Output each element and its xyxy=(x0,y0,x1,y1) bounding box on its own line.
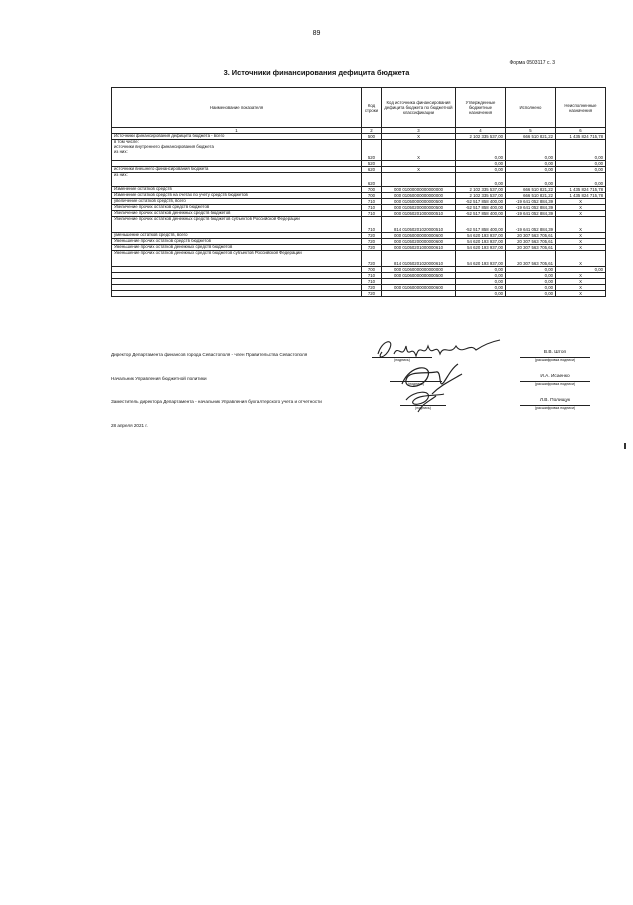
row-executed: -19 641 052 884,39 xyxy=(506,205,556,211)
name-caption: (расшифровка подписи) xyxy=(534,406,576,410)
col-number: 4 xyxy=(456,128,506,134)
col-number: 5 xyxy=(506,128,556,134)
row-line-code: 710 xyxy=(362,205,382,211)
col-header-executed: Исполнено xyxy=(506,88,556,128)
table-header-row xyxy=(112,88,606,128)
row-unexecuted: X xyxy=(556,251,606,267)
signatory-position-accounting: Заместитель директора Департамента - начальник Управления бухгалтерского учета и отчетности xyxy=(111,399,322,404)
row-line-code: 710 xyxy=(362,217,382,233)
row-approved: -52 517 858 400,00 xyxy=(456,211,506,217)
row-line-code: 700 xyxy=(362,193,382,199)
table-row xyxy=(112,173,606,187)
row-source-code: 000 01060000000000000 xyxy=(382,267,456,273)
row-source-code: X xyxy=(382,134,456,140)
row-line-code: 620 xyxy=(362,167,382,173)
table-row xyxy=(112,251,606,267)
row-executed: 20 307 563 705,61 xyxy=(506,239,556,245)
table-body xyxy=(112,134,606,297)
row-unexecuted: 0,00 xyxy=(556,161,606,167)
row-unexecuted: 0,00 xyxy=(556,167,606,173)
row-unexecuted: X xyxy=(556,217,606,233)
row-name: в том числе: источники внутреннего финансирования бюджета из них: xyxy=(112,140,362,161)
table-row xyxy=(112,217,606,233)
row-approved: -52 517 858 400,00 xyxy=(456,199,506,205)
row-executed: 0,00 xyxy=(506,267,556,273)
row-unexecuted: X xyxy=(556,291,606,297)
row-executed: -19 641 052 884,39 xyxy=(506,199,556,205)
row-name: Увеличение прочих остатков денежных средств бюджетов субъектов Российской Федерации xyxy=(112,217,362,233)
row-unexecuted: 1 435 824 715,78 xyxy=(556,193,606,199)
row-name: Уменьшение прочих остатков денежных средств бюджетов xyxy=(112,245,362,251)
col-header-source-code: Код источника финансирования дефицита бюджета по бюджетной классификации xyxy=(382,88,456,128)
row-source-code: 000 01050200000000600 xyxy=(382,239,456,245)
row-name: увеличение остатков средств, всего xyxy=(112,199,362,205)
row-unexecuted: X xyxy=(556,199,606,205)
row-name xyxy=(112,291,362,297)
row-approved: 54 620 193 937,00 xyxy=(456,239,506,245)
signature-caption: (подпись) xyxy=(415,406,431,410)
row-executed: 0,00 xyxy=(506,273,556,279)
row-executed: -19 641 052 884,39 xyxy=(506,211,556,217)
row-approved: -52 517 858 400,00 xyxy=(456,205,506,211)
col-header-unexecuted: Неисполненные назначения xyxy=(556,88,606,128)
row-executed: 0,00 xyxy=(506,140,556,161)
row-approved: 0,00 xyxy=(456,173,506,187)
row-line-code: 710 xyxy=(362,273,382,279)
col-number: 1 xyxy=(112,128,362,134)
row-name: Уменьшение прочих остатков средств бюджетов xyxy=(112,239,362,245)
row-executed: -19 641 052 884,39 xyxy=(506,217,556,233)
row-name: уменьшение остатков средств, всего xyxy=(112,233,362,239)
row-line-code: 710 xyxy=(362,211,382,217)
signatory-name-director: В.В. Штоп xyxy=(543,350,567,355)
row-source-code: X xyxy=(382,140,456,161)
row-line-code: 720 xyxy=(362,285,382,291)
form-code: Форма 0503117 с. 3 xyxy=(509,60,555,66)
name-caption: (расшифровка подписи) xyxy=(534,358,576,362)
row-unexecuted: 0,00 xyxy=(556,173,606,187)
row-source-code: 000 01050000000000600 xyxy=(382,233,456,239)
signatory-position-director: Директор Департамента финансов города Севастополя - член Правительства Севастополя xyxy=(111,352,308,357)
row-unexecuted: X xyxy=(556,245,606,251)
row-approved: -52 517 858 400,00 xyxy=(456,217,506,233)
row-approved: 0,00 xyxy=(456,161,506,167)
row-line-code: 500 xyxy=(362,134,382,140)
row-executed: 0,00 xyxy=(506,291,556,297)
col-header-approved: Утвержденные бюджетные назначения xyxy=(456,88,506,128)
row-unexecuted: 1 435 824 715,78 xyxy=(556,187,606,193)
page-number: 89 xyxy=(312,30,321,37)
row-approved: 0,00 xyxy=(456,279,506,285)
row-executed: 666 510 821,22 xyxy=(506,134,556,140)
name-caption: (расшифровка подписи) xyxy=(534,382,576,386)
row-name: источники внешнего финансирования бюджета xyxy=(112,167,362,173)
row-source-code: 000 01050201000000510 xyxy=(382,211,456,217)
row-unexecuted: X xyxy=(556,205,606,211)
row-source-code: 000 01050200000000500 xyxy=(382,205,456,211)
row-approved: 0,00 xyxy=(456,140,506,161)
row-executed: 20 307 563 705,61 xyxy=(506,245,556,251)
row-unexecuted: X xyxy=(556,279,606,285)
col-number: 6 xyxy=(556,128,606,134)
row-source-code: X xyxy=(382,167,456,173)
signature-caption: (подпись) xyxy=(408,382,424,386)
row-line-code: 520 xyxy=(362,140,382,161)
row-line-code: 710 xyxy=(362,199,382,205)
row-source-code: 000 01060000000000600 xyxy=(382,285,456,291)
row-unexecuted: 0,00 xyxy=(556,267,606,273)
row-approved: 2 102 335 537,00 xyxy=(456,187,506,193)
row-name: Увеличение прочих остатков денежных средств бюджетов xyxy=(112,211,362,217)
table-row xyxy=(112,291,606,297)
row-approved: 0,00 xyxy=(456,285,506,291)
row-source-code: 000 01050000000000500 xyxy=(382,199,456,205)
row-unexecuted: X xyxy=(556,273,606,279)
section-title: 3. Источники финансирования дефицита бюджета xyxy=(223,68,410,77)
row-source-code: 814 01050201020000610 xyxy=(382,251,456,267)
row-source-code: 000 01050201000000610 xyxy=(382,245,456,251)
row-line-code: 700 xyxy=(362,267,382,273)
row-executed: 666 510 821,22 xyxy=(506,187,556,193)
row-line-code: 720 xyxy=(362,233,382,239)
row-source-code: 000 01000000000000000 xyxy=(382,187,456,193)
row-source-code: 814 01050201020000510 xyxy=(382,217,456,233)
signatory-name-budget-policy: И.А. Исаенко xyxy=(540,374,570,379)
row-line-code: 700 xyxy=(362,187,382,193)
row-unexecuted: X xyxy=(556,211,606,217)
row-executed: 20 307 563 705,61 xyxy=(506,233,556,239)
row-approved: 0,00 xyxy=(456,273,506,279)
row-approved: 0,00 xyxy=(456,267,506,273)
row-executed: 20 307 563 705,61 xyxy=(506,251,556,267)
row-unexecuted: X xyxy=(556,239,606,245)
row-source-code xyxy=(382,291,456,297)
row-line-code: 720 xyxy=(362,251,382,267)
row-source-code: 000 01060000000000500 xyxy=(382,273,456,279)
row-unexecuted: 0,00 xyxy=(556,140,606,161)
row-approved: 2 102 335 537,00 xyxy=(456,193,506,199)
row-line-code: 720 xyxy=(362,239,382,245)
row-source-code: 000 01050000000000000 xyxy=(382,193,456,199)
row-name: из них: xyxy=(112,173,362,187)
row-executed: 0,00 xyxy=(506,285,556,291)
row-executed: 0,00 xyxy=(506,173,556,187)
signatory-position-budget-policy: Начальник Управления бюджетной политики xyxy=(111,376,207,381)
row-line-code: 710 xyxy=(362,279,382,285)
financing-sources-table xyxy=(111,87,606,297)
row-approved: 54 620 193 937,00 xyxy=(456,245,506,251)
row-approved: 54 620 193 937,00 xyxy=(456,251,506,267)
row-name: Изменение остатков средств xyxy=(112,187,362,193)
row-name: Источники финансирования дефицита бюджета - всего xyxy=(112,134,362,140)
row-executed: 666 510 821,22 xyxy=(506,193,556,199)
col-header-line-code: Код строки xyxy=(362,88,382,128)
row-unexecuted: X xyxy=(556,285,606,291)
row-approved: 0,00 xyxy=(456,167,506,173)
col-header-name: Наименование показателя xyxy=(112,88,362,128)
col-number: 3 xyxy=(382,128,456,134)
row-line-code: 620 xyxy=(362,173,382,187)
report-date: 28 апреля 2021 г. xyxy=(111,423,148,428)
row-executed: 0,00 xyxy=(506,161,556,167)
row-approved: 2 102 335 537,00 xyxy=(456,134,506,140)
row-line-code: 520 xyxy=(362,161,382,167)
row-executed: 0,00 xyxy=(506,167,556,173)
signatory-name-accounting: Л.В. Полищук xyxy=(539,398,571,403)
row-unexecuted: X xyxy=(556,233,606,239)
row-unexecuted: 1 435 824 715,78 xyxy=(556,134,606,140)
row-name: Увеличение прочих остатков средств бюджетов xyxy=(112,205,362,211)
row-executed: 0,00 xyxy=(506,279,556,285)
signature-caption: (подпись) xyxy=(394,358,410,362)
row-line-code: 720 xyxy=(362,291,382,297)
row-approved: 54 620 193 937,00 xyxy=(456,233,506,239)
scan-margin-mark xyxy=(624,443,626,449)
row-source-code xyxy=(382,173,456,187)
col-number: 2 xyxy=(362,128,382,134)
row-name: Изменение остатков средств на счетах по учету средств бюджетов xyxy=(112,193,362,199)
row-approved: 0,00 xyxy=(456,291,506,297)
row-name: Уменьшение прочих остатков денежных средств бюджетов субъектов Российской Федерации xyxy=(112,251,362,267)
row-line-code: 720 xyxy=(362,245,382,251)
table-row xyxy=(112,140,606,161)
